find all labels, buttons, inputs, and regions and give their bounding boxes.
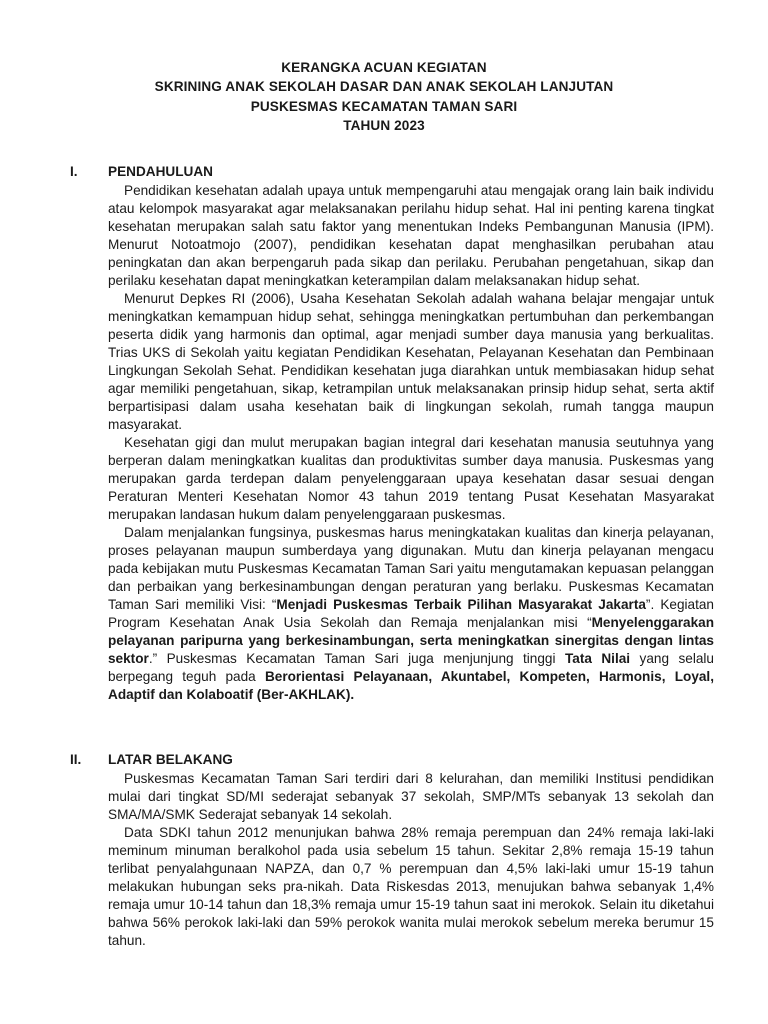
title-line-4: TAHUN 2023 (343, 117, 425, 133)
text-run: .” Puskesmas Kecamatan Taman Sari juga menjunjung tinggi (148, 651, 565, 666)
section-latar-belakang (70, 752, 716, 950)
section-body (108, 770, 714, 950)
paragraph: Menurut Depkes RI (2006), Usaha Kesehatan Sekolah adalah wahana belajar mengajar untuk meningkatkan kemampuan hidup sehat, sehingga meningkatkan pertumbuhan dan perkembangan peserta didik yang harmonis dan optimal, agar menjadi sumber daya manusia yang berkualitas. Trias UKS di Sekolah yaitu kegiatan Pendidikan Kesehatan, Pelayanan Kesehatan dan Pembinaan Lingkungan Sekolah Sehat. Pendidikan kesehatan juga diarahkan untuk membiasakan hidup sehat agar memiliki pengetahuan, sikap, ketrampilan untuk melaksanakan prinsip hidup sehat, serta aktif berpartisipasi dalam usaha kesehatan baik di lingkungan sekolah, rumah tangga maupun masyarakat. (108, 291, 714, 432)
paragraph: Pendidikan kesehatan adalah upaya untuk mempengaruhi atau mengajak orang lain baik individu atau kelompok masyarakat agar melaksanakan perilahu hidup sehat. Hal ini penting karena tingkat kesehatan merupakan salah satu faktor yang menentukan Indeks Pembangunan Manusia (IPM). Menurut Notoatmojo (2007), pendidikan kesehatan dapat menghasilkan perubahan atau peningkatan dan akan berpengaruh pada sikap dan perilaku. Perubahan pengetahuan, sikap dan perilaku kesehatan dapat meningkatkan keterampilan dalam melaksanakan hidup sehat. (108, 183, 714, 288)
section-title: PENDAHULUAN (108, 164, 213, 179)
section-number: II. (70, 752, 82, 767)
section-number: I. (70, 164, 78, 179)
text-run: ”. Kegiatan Program Kesehatan Anak Usia Sekolah dan Remaja menjalankan misi “ (108, 597, 714, 630)
tata-nilai-text: Tata Nilai (564, 651, 631, 666)
paragraph: Kesehatan gigi dan mulut merupakan bagian integral dari kesehatan manusia seutuhnya yang berperan dalam meningkatkan kualitas dan produktivitas sumber daya manusia. Puskesmas yang merupakan garda terdepan dalam penyelenggaraan upaya kesehatan dasar sesuai dengan Peraturan Menteri Kesehatan Nomor 43 tahun 2019 tentang Pusat Kesehatan Masyarakat merupakan landasan hukum dalam penyelenggaraan puskesmas. (108, 435, 714, 522)
section-title: LATAR BELAKANG (108, 752, 233, 767)
paragraph: Puskesmas Kecamatan Taman Sari terdiri dari 8 kelurahan, dan memiliki Institusi pendidikan mulai dari tingkat SD/MI sederajat sebanyak 37 sekolah, SMP/MTs sebanyak 13 sekolah dan SMA/MA/SMK Sederajat sebanyak 14 sekolah. (108, 771, 714, 822)
paragraph-visi-misi (108, 524, 714, 704)
document-title-block (0, 58, 768, 135)
title-line-2: SKRINING ANAK SEKOLAH DASAR DAN ANAK SEKOLAH LANJUTAN (154, 79, 614, 95)
visi-text: Menjadi Puskesmas Terbaik Pilihan Masyarakat Jakarta (276, 597, 646, 612)
misi-text: Menyelenggarakan pelayanan paripurna yang berkesinambungan, serta meningkatkan sinergitas dengan lintas sektor (108, 615, 714, 666)
title-line-1: KERANGKA ACUAN KEGIATAN (281, 60, 487, 75)
paragraph: Data SDKI tahun 2012 menunjukan bahwa 28% remaja perempuan dan 24% remaja laki-laki meminum minuman beralkohol pada usia sebelum 15 tahun. Sekitar 2,8% remaja 15-19 tahun terlibat penyalahgunaan NAPZA, dan 0,7 % perempuan dan 4,5% laki-laki umur 15-19 tahun melakukan hubungan seks pra-nikah. Data Riskesdas 2013, menujukan bahwa sebanyak 1,4% remaja umur 10-14 tahun dan 18,3% remaja umur 15-19 tahun saat ini merokok. Selain itu diketahui bahwa 56% perokok laki-laki dan 59% perokok wanita mulai merokok sebelum mereka berumur 15 tahun. (108, 825, 714, 948)
section-body (108, 182, 714, 704)
section-heading (70, 164, 716, 182)
text-run: yang selalu berpegang teguh pada (108, 651, 714, 684)
title-line-3: PUSKESMAS KECAMATAN TAMAN SARI (250, 98, 518, 114)
text-run: Dalam menjalankan fungsinya, puskesmas harus meningkatakan kualitas dan kinerja pelayanan, proses pelayanan maupun sumberdaya yang digunakan. Mutu dan kinerja pelayanan mengacu pada kebijakan mutu Puskesmas Kecamatan Taman Sari yaitu mengutamakan kepuasan pelanggan dan perbaikan yang berkesinambungan dengan peraturan yang berlaku. Puskesmas Kecamatan Taman Sari memiliki Visi: “ (108, 525, 714, 612)
section-heading (70, 752, 716, 770)
section-pendahuluan (70, 164, 716, 704)
values-text: Berorientasi Pelayanaan, Akuntabel, Kompeten, Harmonis, Loyal, Adaptif dan Kolaboatif (Ber-AKHLAK). (108, 669, 714, 702)
